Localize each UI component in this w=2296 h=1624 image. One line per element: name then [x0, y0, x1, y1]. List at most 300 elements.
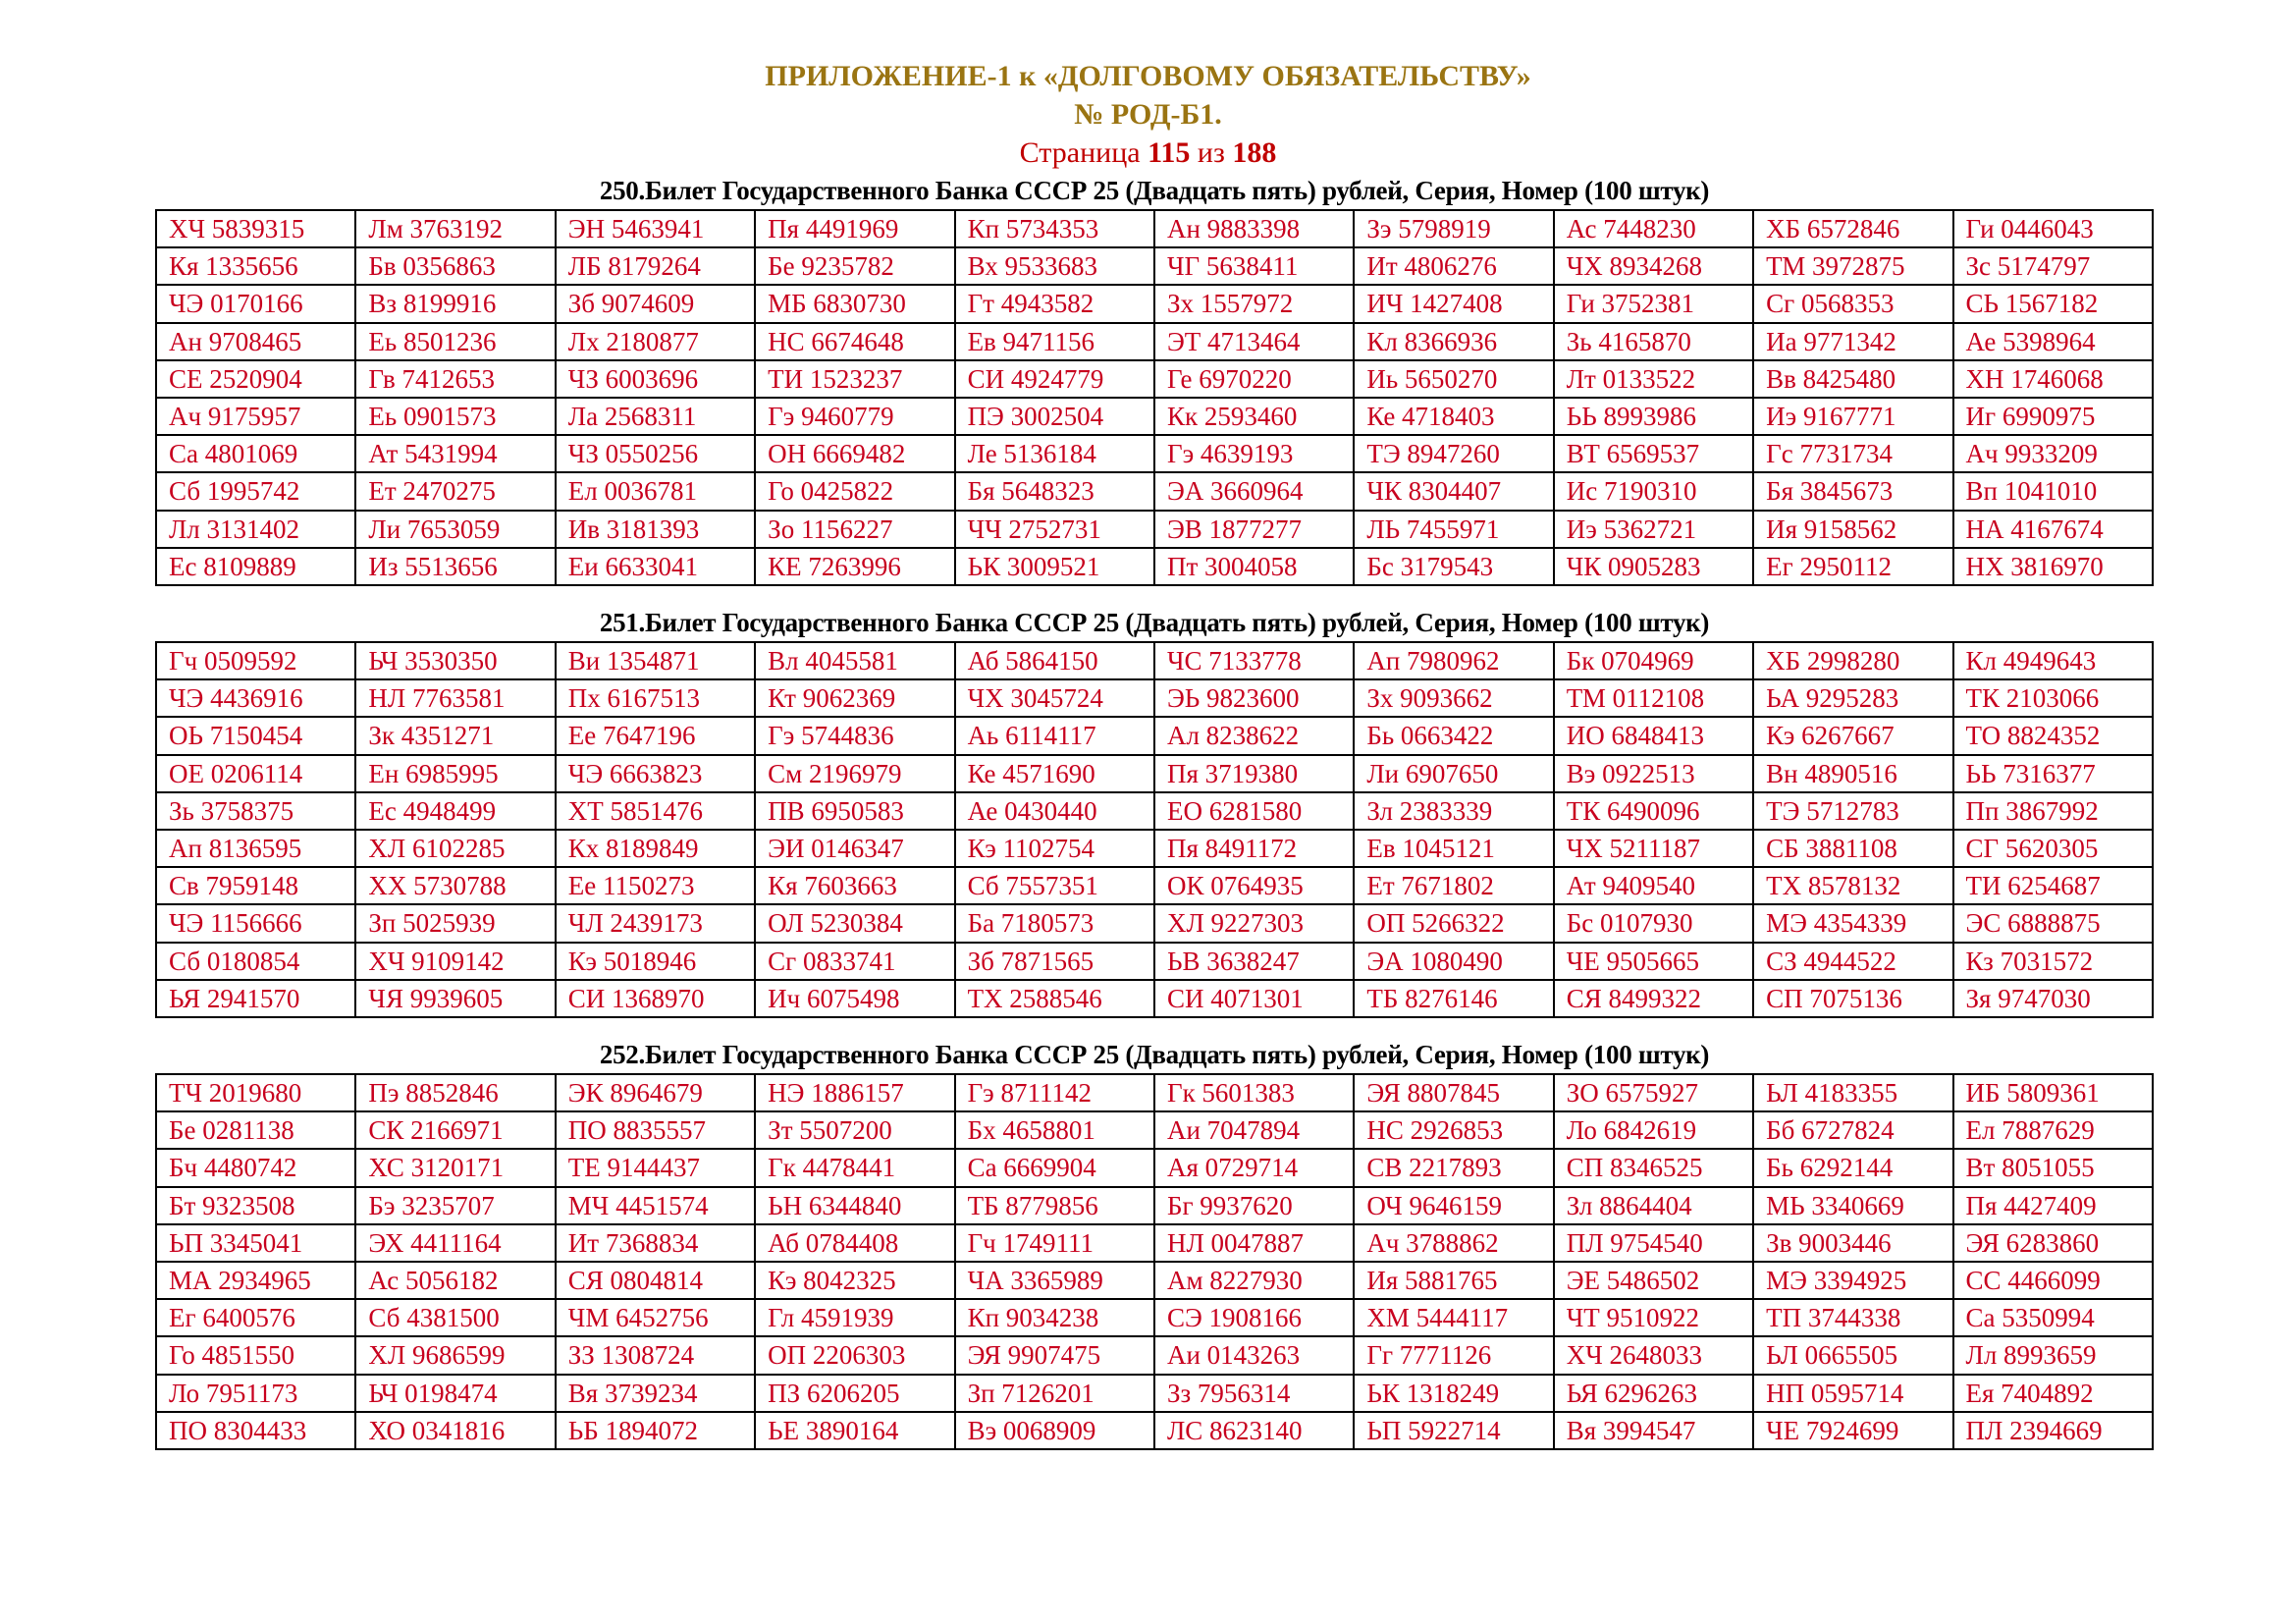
serial-number-cell: СИ 4071301 — [1154, 980, 1354, 1017]
serial-number-cell: Пя 3719380 — [1154, 755, 1354, 792]
serial-number-cell: Ае 5398964 — [1953, 323, 2153, 360]
serial-number-cell: Вл 4045581 — [755, 642, 954, 679]
serial-number-cell: Бь 6292144 — [1753, 1149, 1952, 1186]
page-total: 188 — [1232, 136, 1277, 169]
serial-number-cell: Пх 6167513 — [556, 679, 755, 717]
serial-number-cell: Ес 8109889 — [156, 548, 355, 585]
serial-number-cell: Еи 6633041 — [556, 548, 755, 585]
serial-number-cell: Сг 0833741 — [755, 943, 954, 980]
serial-number-cell: МЭ 4354339 — [1753, 904, 1952, 942]
serial-number-cell: Ли 7653059 — [355, 511, 555, 548]
serial-number-cell: Гэ 9460779 — [755, 398, 954, 435]
serial-number-cell: ОП 2206303 — [755, 1336, 954, 1374]
serial-number-cell: ЬЧ 0198474 — [355, 1375, 555, 1412]
table-row — [156, 755, 2153, 792]
serial-number-cell: Сб 1995742 — [156, 472, 355, 510]
serial-number-cell: МЬ 3340669 — [1753, 1187, 1952, 1224]
table-row — [156, 830, 2153, 867]
serial-number-cell: ЭЯ 6283860 — [1953, 1224, 2153, 1262]
table-row — [156, 511, 2153, 548]
serial-number-cell: ХЛ 9227303 — [1154, 904, 1354, 942]
serial-number-cell: ПЛ 2394669 — [1953, 1412, 2153, 1449]
serial-number-cell: Ее 7647196 — [556, 717, 755, 754]
serial-number-cell: Ги 0446043 — [1953, 210, 2153, 247]
serial-number-cell: ЭА 1080490 — [1354, 943, 1553, 980]
serial-number-cell: Гв 7412653 — [355, 360, 555, 398]
serial-number-cell: Ла 2568311 — [556, 398, 755, 435]
serial-number-cell: Ло 6842619 — [1554, 1111, 1753, 1149]
serial-number-cell: НХ 3816970 — [1953, 548, 2153, 585]
serial-number-cell: Ас 5056182 — [355, 1262, 555, 1299]
serial-number-cell: ТК 6490096 — [1554, 792, 1753, 830]
serial-number-cell: ЬК 1318249 — [1354, 1375, 1553, 1412]
serial-number-cell: ТЭ 8947260 — [1354, 435, 1553, 472]
table-row — [156, 679, 2153, 717]
serial-number-cell: ОЛ 5230384 — [755, 904, 954, 942]
serial-number-cell: Лт 0133522 — [1554, 360, 1753, 398]
serial-number-cell: СП 8346525 — [1554, 1149, 1753, 1186]
serial-number-cell: НС 2926853 — [1354, 1111, 1553, 1149]
serial-number-cell: МБ 6830730 — [755, 285, 954, 322]
serial-number-cell: Са 6669904 — [955, 1149, 1154, 1186]
serial-number-cell: ЕО 6281580 — [1154, 792, 1354, 830]
serial-number-cell: Сб 0180854 — [156, 943, 355, 980]
serial-number-cell: ТМ 0112108 — [1554, 679, 1753, 717]
serial-number-table — [155, 1073, 2154, 1450]
serial-number-cell: Ив 3181393 — [556, 511, 755, 548]
serial-number-cell: ХМ 5444117 — [1354, 1299, 1553, 1336]
serial-number-cell: ТХ 2588546 — [955, 980, 1154, 1017]
serial-number-cell: ЭС 6888875 — [1953, 904, 2153, 942]
serial-number-cell: Вх 9533683 — [955, 247, 1154, 285]
serial-number-cell: Зь 3758375 — [156, 792, 355, 830]
serial-number-cell: Зб 7871565 — [955, 943, 1154, 980]
serial-number-cell: ЭА 3660964 — [1154, 472, 1354, 510]
serial-number-cell: Зь 4165870 — [1554, 323, 1753, 360]
serial-number-cell: Еь 0901573 — [355, 398, 555, 435]
serial-number-cell: ХЧ 9109142 — [355, 943, 555, 980]
table-row — [156, 792, 2153, 830]
serial-number-cell: Кз 7031572 — [1953, 943, 2153, 980]
serial-number-cell: Ел 7887629 — [1953, 1111, 2153, 1149]
table-row — [156, 210, 2153, 247]
serial-number-cell: Иэ 9167771 — [1753, 398, 1952, 435]
serial-number-cell: ЬЕ 3890164 — [755, 1412, 954, 1449]
ticket-section — [155, 173, 2154, 586]
serial-number-cell: Зв 9003446 — [1753, 1224, 1952, 1262]
serial-number-cell: Кя 1335656 — [156, 247, 355, 285]
serial-number-cell: Го 4851550 — [156, 1336, 355, 1374]
serial-number-cell: ЧХ 5211187 — [1554, 830, 1753, 867]
serial-number-cell: ЧЭ 0170166 — [156, 285, 355, 322]
serial-number-cell: Ач 9175957 — [156, 398, 355, 435]
serial-number-cell: Ап 7980962 — [1354, 642, 1553, 679]
serial-number-cell: Бя 5648323 — [955, 472, 1154, 510]
serial-number-cell: Зх 9093662 — [1354, 679, 1553, 717]
serial-number-cell: ИО 6848413 — [1554, 717, 1753, 754]
serial-number-cell: ЧЭ 4436916 — [156, 679, 355, 717]
serial-number-cell: ТП 3744338 — [1753, 1299, 1952, 1336]
serial-number-cell: ЧС 7133778 — [1154, 642, 1354, 679]
serial-number-cell: ЧТ 9510922 — [1554, 1299, 1753, 1336]
serial-number-cell: ОЕ 0206114 — [156, 755, 355, 792]
serial-number-cell: ЬП 3345041 — [156, 1224, 355, 1262]
serial-number-cell: Зп 5025939 — [355, 904, 555, 942]
serial-number-cell: НЭ 1886157 — [755, 1074, 954, 1111]
serial-number-cell: Ия 5881765 — [1354, 1262, 1553, 1299]
serial-number-cell: НЛ 7763581 — [355, 679, 555, 717]
serial-number-cell: См 2196979 — [755, 755, 954, 792]
table-row — [156, 1299, 2153, 1336]
serial-number-cell: Ви 1354871 — [556, 642, 755, 679]
serial-number-table — [155, 209, 2154, 586]
serial-number-cell: ЧЕ 9505665 — [1554, 943, 1753, 980]
serial-number-cell: ИБ 5809361 — [1953, 1074, 2153, 1111]
serial-number-cell: Гг 7771126 — [1354, 1336, 1553, 1374]
serial-number-cell: МА 2934965 — [156, 1262, 355, 1299]
serial-number-cell: ЭТ 4713464 — [1154, 323, 1354, 360]
serial-number-cell: Ач 3788862 — [1354, 1224, 1553, 1262]
serial-number-cell: Иэ 5362721 — [1554, 511, 1753, 548]
serial-number-cell: ТИ 1523237 — [755, 360, 954, 398]
serial-number-cell: Кэ 1102754 — [955, 830, 1154, 867]
serial-number-cell: Гк 5601383 — [1154, 1074, 1354, 1111]
serial-number-cell: ЭЯ 8807845 — [1354, 1074, 1553, 1111]
serial-number-cell: Ач 9933209 — [1953, 435, 2153, 472]
serial-number-cell: Аи 0143263 — [1154, 1336, 1354, 1374]
serial-number-cell: Иг 6990975 — [1953, 398, 2153, 435]
serial-number-cell: ЬЧ 3530350 — [355, 642, 555, 679]
serial-number-cell: ОП 5266322 — [1354, 904, 1553, 942]
serial-number-cell: ЬП 5922714 — [1354, 1412, 1553, 1449]
serial-number-cell: ЬЛ 0665505 — [1753, 1336, 1952, 1374]
serial-number-cell: ЛБ 8179264 — [556, 247, 755, 285]
serial-number-cell: НП 0595714 — [1753, 1375, 1952, 1412]
table-row — [156, 1074, 2153, 1111]
serial-number-cell: Ев 1045121 — [1354, 830, 1553, 867]
serial-number-cell: ЛС 8623140 — [1154, 1412, 1354, 1449]
serial-number-cell: ЧА 3365989 — [955, 1262, 1154, 1299]
serial-number-cell: ЧГ 5638411 — [1154, 247, 1354, 285]
serial-number-cell: Бь 0663422 — [1354, 717, 1553, 754]
serial-number-cell: Ев 9471156 — [955, 323, 1154, 360]
page-prefix: Страница — [1019, 136, 1148, 169]
serial-number-cell: ЭИ 0146347 — [755, 830, 954, 867]
table-row — [156, 435, 2153, 472]
serial-number-cell: Ее 1150273 — [556, 867, 755, 904]
serial-number-cell: ТЭ 5712783 — [1753, 792, 1952, 830]
serial-number-cell: Еь 8501236 — [355, 323, 555, 360]
serial-number-cell: ЧЧ 2752731 — [955, 511, 1154, 548]
serial-number-cell: ЧК 8304407 — [1354, 472, 1553, 510]
serial-number-cell: Ет 7671802 — [1354, 867, 1553, 904]
table-row — [156, 247, 2153, 285]
serial-number-cell: ЬЯ 6296263 — [1554, 1375, 1753, 1412]
serial-number-cell: ЧМ 6452756 — [556, 1299, 755, 1336]
serial-number-cell: Ле 5136184 — [955, 435, 1154, 472]
serial-number-cell: Кл 4949643 — [1953, 642, 2153, 679]
ticket-section — [155, 605, 2154, 1018]
serial-number-cell: ПЭ 3002504 — [955, 398, 1154, 435]
serial-number-cell: ЭН 5463941 — [556, 210, 755, 247]
serial-number-cell: Зс 5174797 — [1953, 247, 2153, 285]
serial-number-cell: ХБ 2998280 — [1753, 642, 1952, 679]
serial-number-cell: ЧЗ 6003696 — [556, 360, 755, 398]
serial-number-cell: ПО 8835557 — [556, 1111, 755, 1149]
serial-number-cell: ЭЯ 9907475 — [955, 1336, 1154, 1374]
serial-number-cell: НЛ 0047887 — [1154, 1224, 1354, 1262]
serial-number-cell: СЬ 1567182 — [1953, 285, 2153, 322]
serial-number-cell: Гл 4591939 — [755, 1299, 954, 1336]
serial-number-cell: Бя 3845673 — [1753, 472, 1952, 510]
serial-number-cell: Зх 1557972 — [1154, 285, 1354, 322]
serial-number-cell: ЛЬ 7455971 — [1354, 511, 1553, 548]
serial-number-cell: Вт 8051055 — [1953, 1149, 2153, 1186]
serial-number-cell: ТМ 3972875 — [1753, 247, 1952, 285]
serial-number-cell: ЬЯ 2941570 — [156, 980, 355, 1017]
serial-number-cell: Го 0425822 — [755, 472, 954, 510]
serial-number-cell: ЧЕ 7924699 — [1753, 1412, 1952, 1449]
serial-number-cell: ЬЬ 8993986 — [1554, 398, 1753, 435]
ticket-section — [155, 1037, 2154, 1450]
serial-number-cell: ТЕ 9144437 — [556, 1149, 755, 1186]
serial-number-cell: Вн 4890516 — [1753, 755, 1952, 792]
serial-number-cell: ЭЬ 9823600 — [1154, 679, 1354, 717]
serial-number-cell: Сб 4381500 — [355, 1299, 555, 1336]
serial-number-cell: ТО 8824352 — [1953, 717, 2153, 754]
serial-number-cell: Гч 0509592 — [156, 642, 355, 679]
serial-number-cell: КЕ 7263996 — [755, 548, 954, 585]
serial-number-cell: Зт 5507200 — [755, 1111, 954, 1149]
serial-number-cell: Бб 6727824 — [1753, 1111, 1952, 1149]
serial-number-cell: СБ 3881108 — [1753, 830, 1952, 867]
serial-number-cell: ТХ 8578132 — [1753, 867, 1952, 904]
table-row — [156, 1224, 2153, 1262]
serial-number-cell: ХО 0341816 — [355, 1412, 555, 1449]
serial-number-cell: Ия 9158562 — [1753, 511, 1952, 548]
serial-number-cell: Гк 4478441 — [755, 1149, 954, 1186]
serial-number-cell: ТЧ 2019680 — [156, 1074, 355, 1111]
serial-number-cell: ЧЭ 6663823 — [556, 755, 755, 792]
serial-number-cell: Ги 3752381 — [1554, 285, 1753, 322]
section-title: 251.Билет Государственного Банка СССР 25 (Двадцать пять) рублей, Серия, Номер (100 штук) — [599, 608, 1710, 637]
serial-number-cell: ХС 3120171 — [355, 1149, 555, 1186]
table-row — [156, 1262, 2153, 1299]
table-row — [156, 867, 2153, 904]
serial-number-cell: Ап 8136595 — [156, 830, 355, 867]
serial-number-cell: Кп 9034238 — [955, 1299, 1154, 1336]
serial-number-cell: ТК 2103066 — [1953, 679, 2153, 717]
serial-number-cell: Лм 3763192 — [355, 210, 555, 247]
serial-number-cell: Кя 7603663 — [755, 867, 954, 904]
serial-number-cell: Ан 9708465 — [156, 323, 355, 360]
serial-number-cell: Бе 9235782 — [755, 247, 954, 285]
serial-number-cell: Лх 2180877 — [556, 323, 755, 360]
table-row — [156, 1187, 2153, 1224]
serial-number-cell: СП 7075136 — [1753, 980, 1952, 1017]
serial-number-cell: СИ 1368970 — [556, 980, 755, 1017]
serial-number-cell: Вя 3739234 — [556, 1375, 755, 1412]
serial-number-cell: ЗО 6575927 — [1554, 1074, 1753, 1111]
serial-number-cell: ЬН 6344840 — [755, 1187, 954, 1224]
serial-number-cell: Бэ 3235707 — [355, 1187, 555, 1224]
table-row — [156, 323, 2153, 360]
serial-number-cell: Вя 3994547 — [1554, 1412, 1753, 1449]
serial-number-cell: ЧЯ 9939605 — [355, 980, 555, 1017]
serial-number-cell: ОН 6669482 — [755, 435, 954, 472]
serial-number-cell: СЯ 8499322 — [1554, 980, 1753, 1017]
serial-number-cell: ТБ 8779856 — [955, 1187, 1154, 1224]
serial-number-cell: Лл 3131402 — [156, 511, 355, 548]
serial-number-cell: ХЧ 2648033 — [1554, 1336, 1753, 1374]
document-number: № РОД-Б1. — [1074, 98, 1222, 131]
table-row — [156, 472, 2153, 510]
serial-number-cell: Гт 4943582 — [955, 285, 1154, 322]
serial-number-cell: Пэ 8852846 — [355, 1074, 555, 1111]
serial-number-cell: Ло 7951173 — [156, 1375, 355, 1412]
table-row — [156, 1336, 2153, 1374]
serial-number-cell: Бт 9323508 — [156, 1187, 355, 1224]
serial-number-cell: Гс 7731734 — [1753, 435, 1952, 472]
table-row — [156, 1375, 2153, 1412]
page-current: 115 — [1148, 136, 1191, 169]
serial-number-cell: Ли 6907650 — [1354, 755, 1553, 792]
document-title: ПРИЛОЖЕНИЕ-1 к «ДОЛГОВОМУ ОБЯЗАТЕЛЬСТВУ» — [765, 60, 1531, 92]
serial-number-cell: ЧХ 3045724 — [955, 679, 1154, 717]
serial-number-cell: Зэ 5798919 — [1354, 210, 1553, 247]
serial-number-cell: ЬБ 1894072 — [556, 1412, 755, 1449]
serial-number-cell: Сг 0568353 — [1753, 285, 1952, 322]
serial-number-cell: Зп 7126201 — [955, 1375, 1154, 1412]
table-row — [156, 285, 2153, 322]
serial-number-cell: ЧЛ 2439173 — [556, 904, 755, 942]
serial-number-cell: СЕ 2520904 — [156, 360, 355, 398]
serial-number-cell: ЬЬ 7316377 — [1953, 755, 2153, 792]
serial-number-cell: Бг 9937620 — [1154, 1187, 1354, 1224]
serial-number-cell: Пя 8491172 — [1154, 830, 1354, 867]
serial-number-cell: Ич 6075498 — [755, 980, 954, 1017]
serial-number-cell: Зл 8864404 — [1554, 1187, 1753, 1224]
serial-number-cell: Зб 9074609 — [556, 285, 755, 322]
serial-number-cell: Ея 7404892 — [1953, 1375, 2153, 1412]
serial-number-cell: ХН 1746068 — [1953, 360, 2153, 398]
serial-number-cell: Пя 4491969 — [755, 210, 954, 247]
serial-number-cell: СЭ 1908166 — [1154, 1299, 1354, 1336]
serial-number-cell: ЭХ 4411164 — [355, 1224, 555, 1262]
serial-number-cell: Св 7959148 — [156, 867, 355, 904]
serial-number-cell: Ке 4571690 — [955, 755, 1154, 792]
serial-number-cell: ПВ 6950583 — [755, 792, 954, 830]
serial-number-cell: Пт 3004058 — [1154, 548, 1354, 585]
serial-number-cell: Зл 2383339 — [1354, 792, 1553, 830]
serial-number-cell: СС 4466099 — [1953, 1262, 2153, 1299]
serial-number-cell: Зк 4351271 — [355, 717, 555, 754]
serial-number-cell: ВТ 6569537 — [1554, 435, 1753, 472]
serial-number-cell: ТБ 8276146 — [1354, 980, 1553, 1017]
serial-number-cell: ХЛ 6102285 — [355, 830, 555, 867]
serial-number-cell: ХЛ 9686599 — [355, 1336, 555, 1374]
table-row — [156, 398, 2153, 435]
table-row — [156, 943, 2153, 980]
serial-number-cell: ЭК 8964679 — [556, 1074, 755, 1111]
serial-number-cell: Гэ 5744836 — [755, 717, 954, 754]
serial-number-cell: Кэ 8042325 — [755, 1262, 954, 1299]
serial-number-cell: МЧ 4451574 — [556, 1187, 755, 1224]
serial-number-cell: Зо 1156227 — [755, 511, 954, 548]
serial-number-cell: Бе 0281138 — [156, 1111, 355, 1149]
serial-number-cell: Вп 1041010 — [1953, 472, 2153, 510]
serial-number-cell: Гч 1749111 — [955, 1224, 1154, 1262]
serial-number-cell: Аи 7047894 — [1154, 1111, 1354, 1149]
serial-number-cell: Бс 3179543 — [1354, 548, 1553, 585]
serial-number-cell: ЬК 3009521 — [955, 548, 1154, 585]
serial-number-cell: Ая 0729714 — [1154, 1149, 1354, 1186]
serial-number-cell: Кк 2593460 — [1154, 398, 1354, 435]
serial-number-cell: СИ 4924779 — [955, 360, 1154, 398]
serial-number-cell: СК 2166971 — [355, 1111, 555, 1149]
serial-number-cell: Ет 2470275 — [355, 472, 555, 510]
serial-number-cell: Бх 4658801 — [955, 1111, 1154, 1149]
serial-number-cell: ЗЗ 1308724 — [556, 1336, 755, 1374]
serial-number-cell: Зз 7956314 — [1154, 1375, 1354, 1412]
serial-number-cell: Ас 7448230 — [1554, 210, 1753, 247]
serial-number-cell: Са 5350994 — [1953, 1299, 2153, 1336]
serial-number-cell: ПО 8304433 — [156, 1412, 355, 1449]
serial-number-cell: Ит 4806276 — [1354, 247, 1553, 285]
serial-number-cell: ОЬ 7150454 — [156, 717, 355, 754]
serial-number-cell: Ке 4718403 — [1354, 398, 1553, 435]
serial-number-cell: Вэ 0922513 — [1554, 755, 1753, 792]
serial-number-cell: Лл 8993659 — [1953, 1336, 2153, 1374]
serial-number-cell: ЭЕ 5486502 — [1554, 1262, 1753, 1299]
serial-number-cell: СЗ 4944522 — [1753, 943, 1952, 980]
serial-number-cell: Иа 9771342 — [1753, 323, 1952, 360]
serial-number-cell: Бч 4480742 — [156, 1149, 355, 1186]
serial-number-cell: ИЧ 1427408 — [1354, 285, 1553, 322]
serial-number-cell: Ал 8238622 — [1154, 717, 1354, 754]
serial-number-table — [155, 641, 2154, 1018]
serial-number-cell: НА 4167674 — [1953, 511, 2153, 548]
page-sep: из — [1190, 136, 1233, 169]
serial-number-cell: НС 6674648 — [755, 323, 954, 360]
serial-number-cell: Ит 7368834 — [556, 1224, 755, 1262]
serial-number-cell: МЭ 3394925 — [1753, 1262, 1952, 1299]
table-row — [156, 1111, 2153, 1149]
serial-number-cell: СГ 5620305 — [1953, 830, 2153, 867]
serial-number-cell: Кп 5734353 — [955, 210, 1154, 247]
serial-number-cell: ЧЗ 0550256 — [556, 435, 755, 472]
serial-number-cell: ЧХ 8934268 — [1554, 247, 1753, 285]
serial-number-cell: Ба 7180573 — [955, 904, 1154, 942]
table-row — [156, 717, 2153, 754]
section-title: 250.Билет Государственного Банка СССР 25 (Двадцать пять) рублей, Серия, Номер (100 штук) — [599, 176, 1710, 205]
serial-number-cell: ХБ 6572846 — [1753, 210, 1952, 247]
serial-number-cell: Гэ 4639193 — [1154, 435, 1354, 472]
serial-number-cell: Са 4801069 — [156, 435, 355, 472]
serial-number-cell: СЯ 0804814 — [556, 1262, 755, 1299]
table-row — [156, 1149, 2153, 1186]
serial-number-cell: ЬВ 3638247 — [1154, 943, 1354, 980]
serial-number-cell: ЭВ 1877277 — [1154, 511, 1354, 548]
serial-number-cell: Зя 9747030 — [1953, 980, 2153, 1017]
serial-number-cell: Вв 8425480 — [1753, 360, 1952, 398]
serial-number-cell: ПЛ 9754540 — [1554, 1224, 1753, 1262]
serial-number-cell: Кт 9062369 — [755, 679, 954, 717]
serial-number-cell: Гэ 8711142 — [955, 1074, 1154, 1111]
serial-number-cell: Кх 8189849 — [556, 830, 755, 867]
serial-number-cell: ХХ 5730788 — [355, 867, 555, 904]
serial-number-cell: ХЧ 5839315 — [156, 210, 355, 247]
